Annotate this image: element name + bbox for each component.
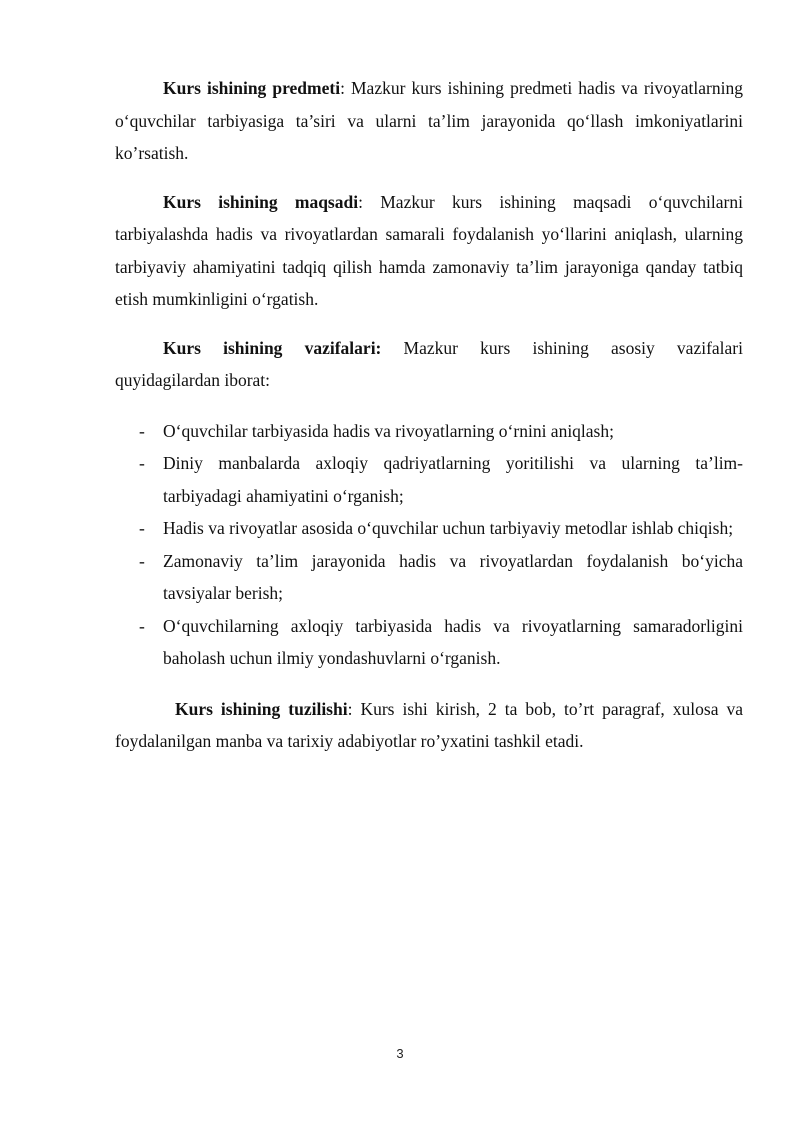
list-item xyxy=(115,610,743,675)
paragraph-tuzilishi xyxy=(115,693,743,758)
bullet-dash: - xyxy=(139,550,145,571)
tasks-list xyxy=(115,415,743,675)
heading-separator: : xyxy=(347,698,353,719)
list-item xyxy=(115,415,743,448)
heading-separator: : xyxy=(358,191,363,212)
paragraph-predmet xyxy=(115,72,743,170)
list-item-text: O‘quvchilar tarbiyasida hadis va rivoyatlarning o‘rnini aniqlash; xyxy=(163,420,614,441)
text-predmet: Mazkur kurs ishining predmeti hadis va rivoyatlarning o‘quvchilar tarbiyasiga ta’siri va ularni ta’lim jarayonida qo‘llash imkoniyatlarini ko’rsatish. xyxy=(115,78,743,163)
list-item xyxy=(115,447,743,512)
heading-vazifalar: Kurs ishining vazifalari: xyxy=(163,337,382,358)
heading-separator: : xyxy=(340,78,345,98)
heading-maqsad: Kurs ishining maqsadi xyxy=(163,191,359,212)
page-number: 3 xyxy=(396,1046,404,1061)
text-tuzilishi: Kurs ishi kirish, 2 ta bob, to’rt paragraf, xulosa va foydalanilgan manba va tarixiy adabiyotlar ro’yxatini tashkil etadi. xyxy=(115,698,743,751)
heading-tuzilishi: Kurs ishining tuzilishi xyxy=(175,698,348,719)
paragraph-vazifalar xyxy=(115,332,743,365)
paragraph-maqsad xyxy=(115,186,743,316)
bullet-dash: - xyxy=(139,420,145,441)
text-vazifalar-continued: quyidagilardan iborat: xyxy=(115,370,271,390)
bullet-dash: - xyxy=(139,453,145,473)
list-item-text: Zamonaviy ta’lim jarayonida hadis va rivoyatlardan foydalanish bo‘yicha tavsiyalar berish; xyxy=(163,550,743,603)
bullet-dash: - xyxy=(139,615,145,636)
text-vazifalar: Mazkur kurs ishining asosiy vazifalari xyxy=(381,337,743,358)
list-item xyxy=(115,512,743,545)
list-item xyxy=(115,545,743,610)
text-maqsad: Mazkur kurs ishining maqsadi o‘quvchilarni tarbiyalashda hadis va rivoyatlardan samarali foydalanish yo‘llarini aniqlash, ularning tarbiyaviy ahamiyatini tadqiq qilish hamda zamonaviy ta’lim jarayoniga qanday tatbiq etish mumkinligini o‘rgatish. xyxy=(115,191,743,309)
bullet-dash: - xyxy=(139,518,145,538)
list-item-text: Hadis va rivoyatlar asosida o‘quvchilar uchun tarbiyaviy metodlar ishlab chiqish; xyxy=(163,518,734,538)
heading-predmet: Kurs ishining predmeti xyxy=(163,78,341,98)
page-content xyxy=(115,72,743,774)
list-item-text: O‘quvchilarning axloqiy tarbiyasida hadis va rivoyatlarning samaradorligini baholash uchun ilmiy yondashuvlarni o‘rganish. xyxy=(163,615,743,668)
list-item-text: Diniy manbalarda axloqiy qadriyatlarning yoritilishi va ularning ta’lim-tarbiyadagi ahamiyatini o‘rganish; xyxy=(163,453,743,506)
